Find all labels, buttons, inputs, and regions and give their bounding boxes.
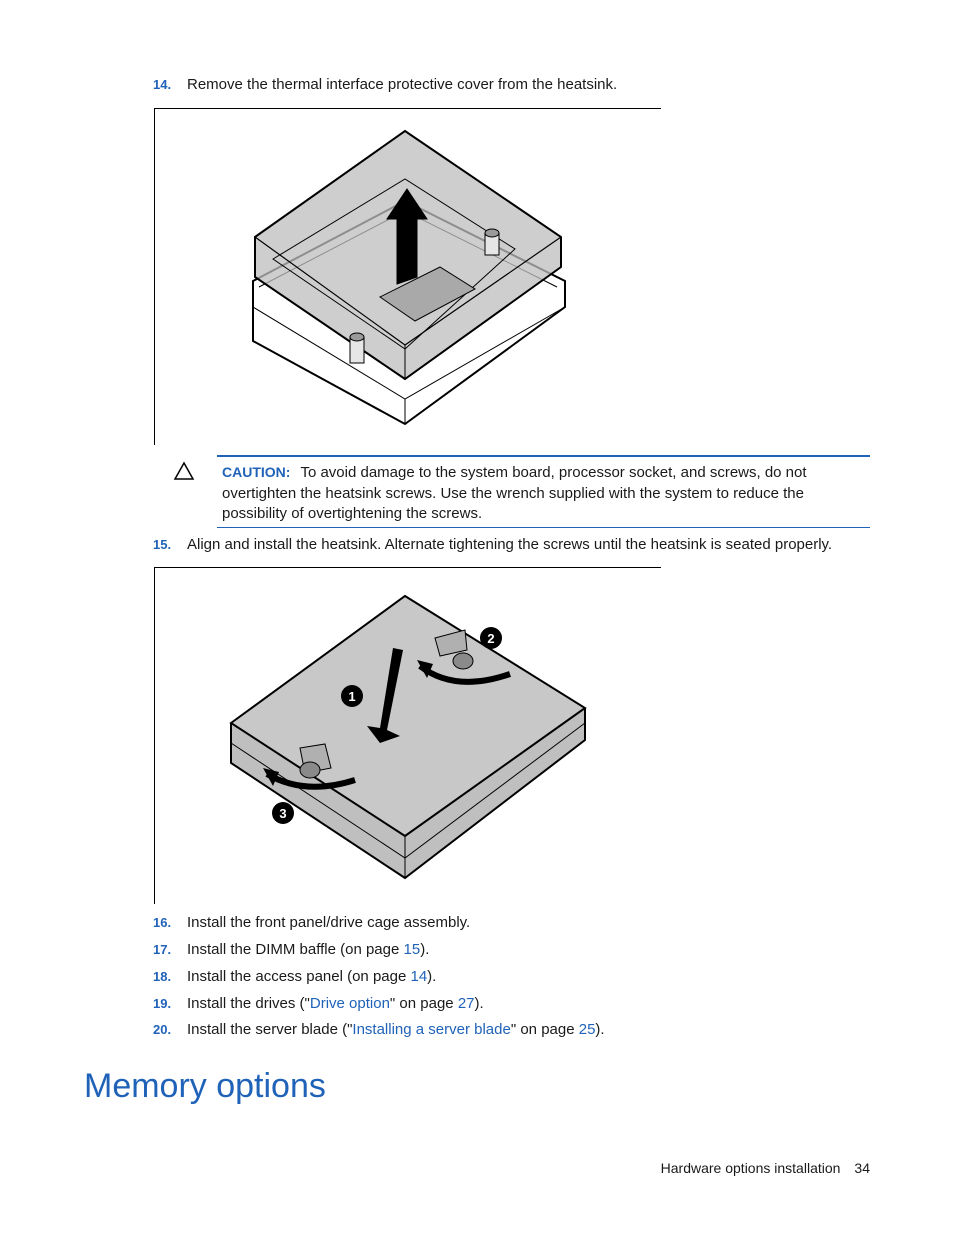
screw-icon bbox=[453, 653, 473, 669]
callout-2 bbox=[480, 627, 502, 649]
step-text: " on page bbox=[389, 995, 458, 1012]
page-link[interactable]: 14 bbox=[410, 968, 428, 985]
screw-icon bbox=[300, 762, 320, 778]
page-link[interactable]: 25 bbox=[578, 1021, 596, 1038]
step-text: Install the drives (" bbox=[187, 995, 310, 1012]
step-text: Install the front panel/drive cage assembly. bbox=[187, 914, 471, 931]
caution-text: To avoid damage to the system board, processor socket, and screws, do not overtighten the heatsink screws. Use the wrench supplied with the system to reduce the possibility of overtightening the screws. bbox=[222, 464, 807, 522]
svg-text:3: 3 bbox=[279, 806, 287, 821]
callout-1 bbox=[341, 685, 363, 707]
step-text: ). bbox=[595, 1021, 605, 1038]
figure-install-heatsink bbox=[154, 567, 661, 904]
step-text: Remove the thermal interface protective cover from the heatsink. bbox=[187, 76, 618, 93]
page-footer bbox=[661, 1158, 870, 1178]
section-heading: Memory options bbox=[84, 1067, 326, 1105]
step-number: 15. bbox=[153, 537, 172, 552]
step-text: Install the access panel (on page bbox=[187, 968, 411, 985]
screw-icon bbox=[485, 229, 499, 255]
step-number: 16. bbox=[153, 915, 172, 930]
step-text: Install the DIMM baffle (on page bbox=[187, 941, 404, 958]
footer-label: Hardware options installation bbox=[660, 1160, 841, 1176]
step-text: ). bbox=[474, 995, 484, 1012]
heatsink-install-illustration bbox=[155, 568, 661, 904]
step-number: 17. bbox=[153, 942, 172, 957]
section-link[interactable]: Installing a server blade bbox=[352, 1021, 511, 1038]
step-number: 19. bbox=[153, 996, 172, 1011]
step-text: ). bbox=[420, 941, 430, 958]
page-number: 34 bbox=[854, 1160, 870, 1176]
svg-text:1: 1 bbox=[348, 689, 356, 704]
callout-3 bbox=[272, 802, 294, 824]
screw-icon bbox=[350, 333, 364, 363]
step-number: 18. bbox=[153, 969, 172, 984]
step-text: Install the server blade (" bbox=[187, 1021, 353, 1038]
step-number: 20. bbox=[153, 1022, 172, 1037]
caution-label: CAUTION: bbox=[222, 464, 291, 480]
step-text: " on page bbox=[510, 1021, 579, 1038]
page-link[interactable]: 15 bbox=[403, 941, 421, 958]
caution-notice bbox=[217, 455, 870, 528]
figure-remove-cover bbox=[154, 108, 661, 445]
step-text: Align and install the heatsink. Alternate tightening the screws until the heatsink is seated properly. bbox=[187, 536, 833, 553]
heatsink-cover-illustration bbox=[155, 109, 661, 445]
section-link[interactable]: Drive option bbox=[309, 995, 390, 1012]
step-number: 14. bbox=[153, 77, 172, 92]
svg-text:2: 2 bbox=[487, 631, 495, 646]
step-text: ). bbox=[427, 968, 437, 985]
warning-triangle-icon bbox=[173, 461, 195, 481]
page-link[interactable]: 27 bbox=[457, 995, 475, 1012]
